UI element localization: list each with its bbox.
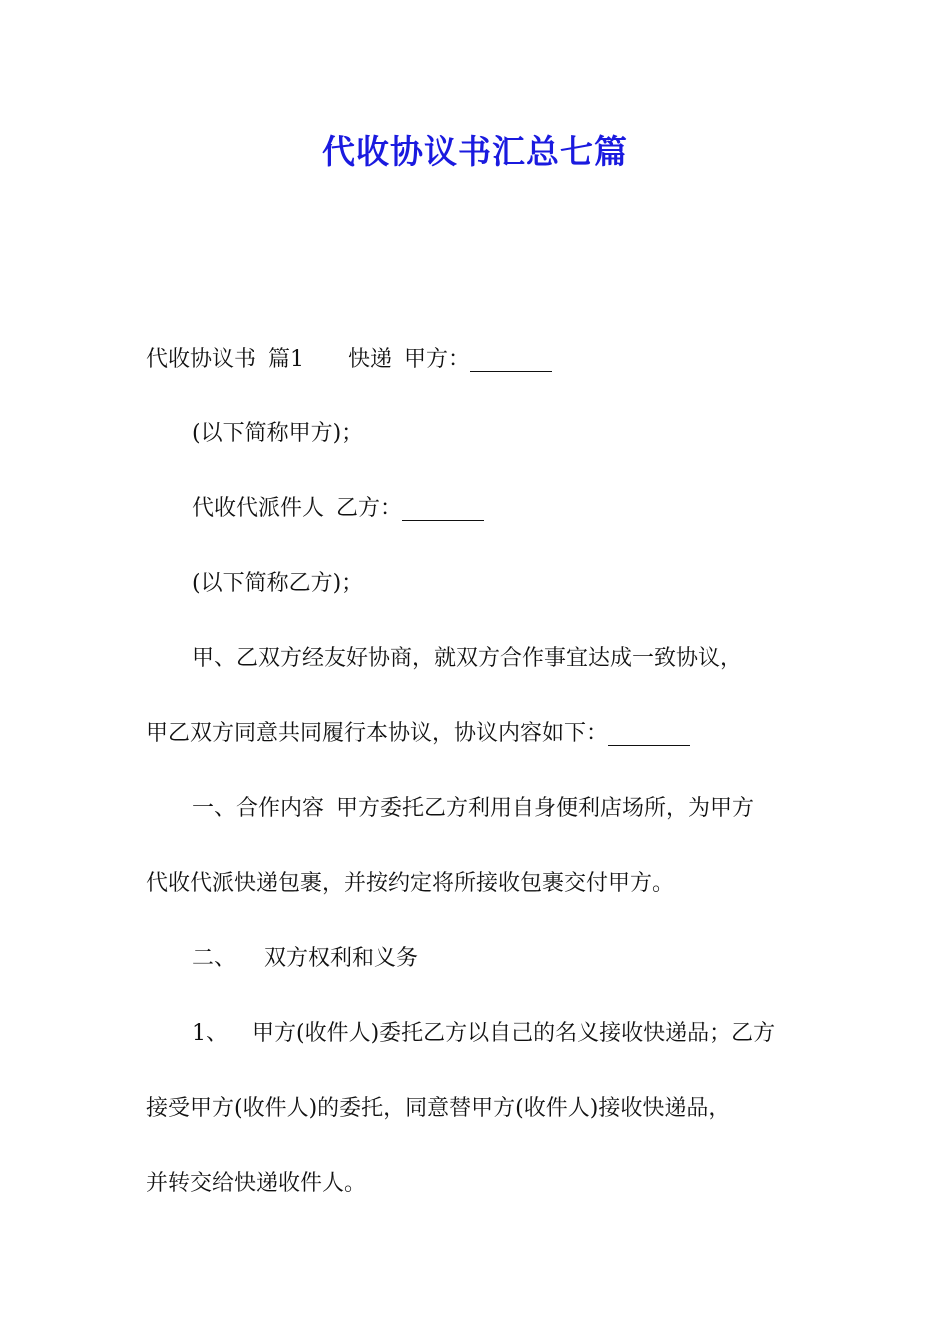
section-2-heading: 双方权利和义务 — [264, 946, 419, 971]
preamble-text: 甲乙双方同意共同履行本协议，协议内容如下： — [146, 721, 609, 746]
paragraph-section-2 — [192, 941, 872, 977]
paragraph-party-a — [146, 342, 826, 378]
document-title: 代收协议书汇总七篇 — [322, 132, 628, 171]
paragraph-clause-1 — [192, 1016, 872, 1052]
paragraph-section-1-cont: 代收代派快递包裹，并按约定将所接收包裹交付甲方。 — [146, 871, 675, 896]
agreement-heading: 代收协议书 — [146, 347, 257, 372]
party-a-blank — [470, 347, 552, 372]
party-b-type: 代收代派件人 — [192, 496, 325, 521]
paragraph-party-b-abbr: (以下简称乙方)； — [192, 571, 364, 596]
party-b-label: 乙方： — [336, 496, 403, 521]
section-1-heading: 一、合作内容 — [192, 796, 325, 821]
paragraph-preamble-1: 甲、乙双方经友好协商，就双方合作事宜达成一致协议， — [192, 646, 743, 671]
paragraph-section-1 — [192, 791, 872, 827]
paragraph-party-a-abbr: (以下简称甲方)； — [192, 421, 364, 446]
section-1-text: 甲方委托乙方利用自身便利店场所，为甲方 — [336, 796, 755, 821]
clause-1-text: 甲方(收件人)委托乙方以自己的名义接收快递品；乙方 — [252, 1021, 776, 1046]
section-2-number: 二、 — [192, 946, 237, 971]
paragraph-clause-1-end: 并转交给快递收件人。 — [146, 1171, 367, 1196]
party-a-type: 快递 — [348, 347, 393, 372]
party-a-label: 甲方： — [404, 347, 471, 372]
paragraph-party-b — [192, 491, 872, 527]
section-label: 篇1 — [268, 347, 305, 372]
preamble-blank — [608, 721, 690, 746]
paragraph-clause-1-cont: 接受甲方(收件人)的委托，同意替甲方(收件人)接收快递品， — [146, 1096, 731, 1121]
clause-1-number: 1、 — [192, 1021, 228, 1046]
paragraph-preamble-2 — [146, 716, 826, 752]
party-b-blank — [402, 496, 484, 521]
